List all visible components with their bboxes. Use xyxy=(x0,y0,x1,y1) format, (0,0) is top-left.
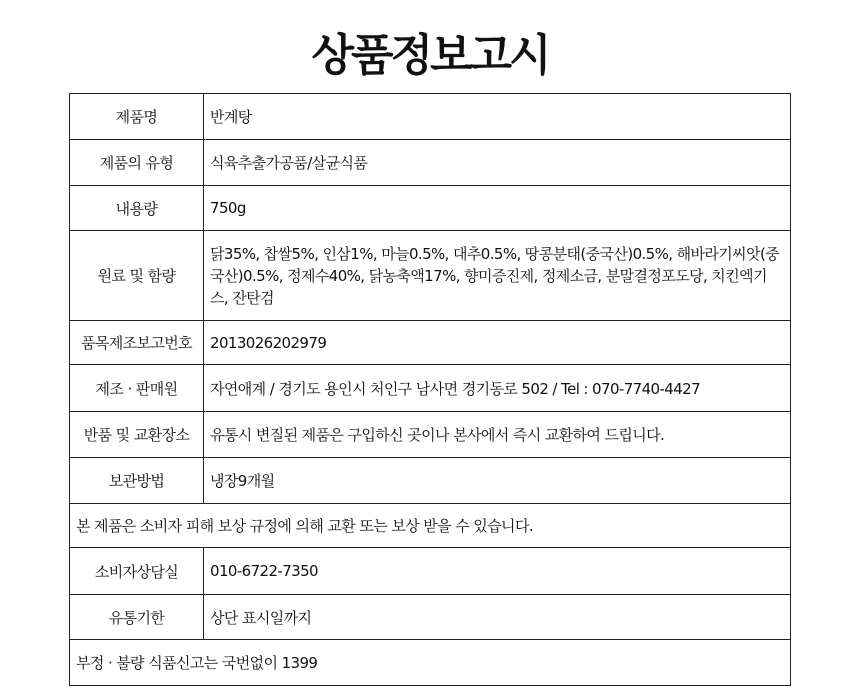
row-label: 보관방법 xyxy=(70,458,204,504)
exchange-notice: 본 제품은 소비자 피해 보상 규정에 의해 교환 또는 보상 받을 수 있습니다. xyxy=(70,504,791,548)
row-value: 상단 표시일까지 xyxy=(204,595,791,640)
row-label: 내용량 xyxy=(70,186,204,231)
row-label: 제품명 xyxy=(70,94,204,140)
report-notice: 부정 · 불량 식품신고는 국번없이 1399 xyxy=(70,640,791,686)
row-value: 자연애계 / 경기도 용인시 처인구 남사면 경기동로 502 / Tel : 070-7740-4427 xyxy=(204,365,791,412)
row-value: 750g xyxy=(204,186,791,231)
table-row xyxy=(70,231,791,321)
table-row xyxy=(70,640,791,686)
row-label: 제조 · 판매원 xyxy=(70,365,204,412)
row-value: 반계탕 xyxy=(204,94,791,140)
table-row xyxy=(70,548,791,595)
row-label: 제품의 유형 xyxy=(70,140,204,186)
row-label: 소비자상담실 xyxy=(70,548,204,595)
table-row xyxy=(70,94,791,140)
row-label: 원료 및 함량 xyxy=(70,231,204,321)
row-label: 유통기한 xyxy=(70,595,204,640)
table-row xyxy=(70,504,791,548)
table-row xyxy=(70,595,791,640)
row-label: 반품 및 교환장소 xyxy=(70,412,204,458)
row-value: 유통시 변질된 제품은 구입하신 곳이나 본사에서 즉시 교환하여 드립니다. xyxy=(204,412,791,458)
row-value: 식육추출가공품/살균식품 xyxy=(204,140,791,186)
product-info-table xyxy=(69,93,791,686)
row-value: 2013026202979 xyxy=(204,321,791,365)
row-value: 010-6722-7350 xyxy=(204,548,791,595)
table-row xyxy=(70,186,791,231)
table-row xyxy=(70,140,791,186)
table-row xyxy=(70,321,791,365)
table-row xyxy=(70,412,791,458)
page-title: 상품정보고시 xyxy=(311,30,549,81)
row-label: 품목제조보고번호 xyxy=(70,321,204,365)
row-value: 냉장9개월 xyxy=(204,458,791,504)
row-value: 닭35%, 찹쌀5%, 인삼1%, 마늘0.5%, 대추0.5%, 땅콩분태(중국산)0.5%, 해바라기씨앗(중국산)0.5%, 정제수40%, 닭농축액17%, 향미증진제, 정제소금, 분말결정포도당, 치킨엑기스, 잔탄검 xyxy=(204,231,791,321)
table-row xyxy=(70,365,791,412)
table-row xyxy=(70,458,791,504)
